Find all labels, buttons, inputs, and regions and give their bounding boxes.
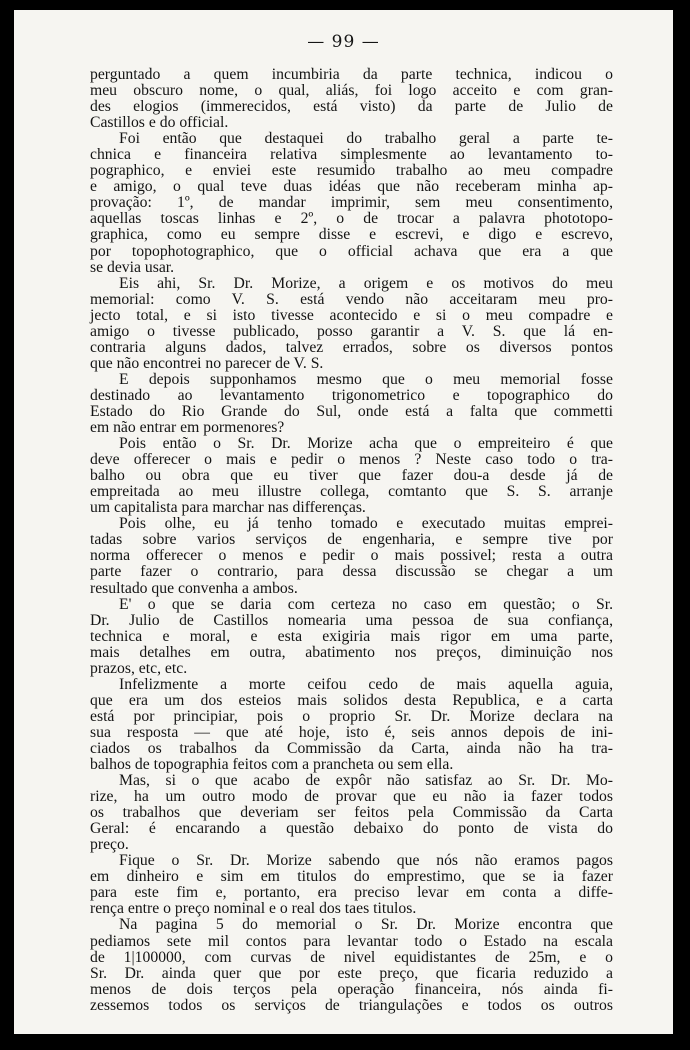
text-line: parte fazer o contrario, para dessa discussão se chegar a um [90, 563, 613, 581]
text-line: graphica, como eu sempre disse e escrevi, e digo e escrevo, [90, 226, 613, 244]
text-line: balhos de topographia feitos com a prancheta ou sem ella. [90, 756, 454, 774]
text-line: mais detalhes em outra, abatimento nos preços, diminuição nos [90, 643, 613, 661]
text-line: rize, ha um outro modo de provar que eu não ia fazer todos [90, 788, 613, 806]
text-line: E' o que se daria com certeza no caso em questão; o Sr. [119, 595, 613, 613]
text-line: menos de dois terços pela operação financeira, nós ainda fi- [90, 980, 613, 998]
book-page [14, 10, 673, 1034]
text-line: preço. [90, 836, 129, 854]
text-line: amigo o tivesse publicado, posso garantir a V. S. que lá en- [90, 322, 613, 340]
body-text [90, 67, 613, 1014]
text-line: Foi então que destaquei do trabalho geral a parte te- [119, 130, 613, 148]
text-line: aquellas toscas linhas e 2º, o de trocar a palavra phototopo- [90, 210, 613, 228]
text-line: ciados os trabalhos da Commissão da Carta, ainda não ha tra- [90, 739, 613, 757]
text-line: Sr. Dr. ainda quer que por este preço, que ficaria reduzido a [90, 964, 613, 982]
text-line: destinado ao levantamento trigonometrico e topographico do [90, 386, 613, 404]
text-line: Pois então o Sr. Dr. Morize acha que o empreiteiro é que [119, 435, 613, 453]
text-line: Pois olhe, eu já tenho tomado e executado muitas emprei- [119, 515, 613, 533]
text-line: Castillos e do official. [90, 114, 229, 132]
text-line: prazos, etc, etc. [90, 659, 188, 677]
text-line: em dinheiro e sim em titulos do emprestimo, que se ia fazer [90, 868, 613, 886]
text-line: provação: 1º, de mandar imprimir, sem meu consentimento, [90, 194, 613, 212]
text-line: balho ou obra que eu tiver que fazer dou-a desde já de [90, 467, 613, 485]
text-line: empreitada ao meu illustre collega, comtanto que S. S. arranje [90, 483, 613, 501]
text-line: deve offerecer o mais e pedir o menos ? Neste caso todo o tra- [90, 451, 613, 469]
text-line: que era um dos esteios mais solidos desta Republica, e a carta [90, 691, 613, 709]
text-line: Na pagina 5 do memorial o Sr. Dr. Morize encontra que [119, 916, 613, 934]
text-line: Infelizmente a morte ceifou cedo de mais aquella aguia, [119, 675, 613, 693]
text-line: os trabalhos que deveriam ser feitos pela Commissão da Carta [90, 804, 613, 822]
text-line: E depois supponhamos mesmo que o meu memorial fosse [119, 370, 613, 388]
text-line: para este fim e, portanto, era preciso levar em conta a diffe- [90, 884, 613, 902]
text-line: tadas sobre varios serviços de engenharia, e sempre tive por [90, 531, 613, 549]
text-line: contraria alguns dados, talvez errados, sobre os diversos pontos [90, 338, 613, 356]
text-line: zessemos todos os serviços de triangulações e todos os outros [90, 996, 613, 1014]
text-line: está por principiar, pois o proprio Sr. Dr. Morize declara na [90, 707, 613, 725]
text-line: meu obscuro nome, o qual, aliás, foi logo acceito e com gran- [90, 82, 613, 100]
text-line: em não entrar em pormenores? [90, 419, 285, 437]
text-line: por topophotographico, que o official achava que era a que [90, 242, 613, 260]
text-line: perguntado a quem incumbiria da parte technica, indicou o [90, 66, 613, 83]
text-line: des elogios (immerecidos, está visto) da parte de Julio de [90, 98, 613, 116]
text-line: Dr. Julio de Castillos nomearia uma pessoa de sua confiança, [90, 611, 613, 629]
text-line: memorial: como V. S. está vendo não acceitaram meu pro- [90, 290, 613, 308]
text-line: pographico, e enviei este resumido trabalho ao meu compadre [90, 162, 613, 180]
page-number: — 99 — [307, 32, 380, 52]
text-line: Eis ahi, Sr. Dr. Morize, a origem e os motivos do meu [119, 274, 613, 292]
text-line: technica e moral, e esta exigiria mais rigor em uma parte, [90, 627, 613, 645]
text-line: jecto total, e si isto tivesse acontecido e si o meu compadre e [90, 306, 613, 324]
text-line: um capitalista para marchar nas differenças. [90, 499, 366, 517]
text-line: Fique o Sr. Dr. Morize sabendo que nós não eramos pagos [119, 852, 613, 870]
text-line: se devia usar. [90, 258, 175, 276]
text-line: Estado do Rio Grande do Sul, onde está a falta que commetti [90, 402, 613, 420]
text-line: de 1|100000, com curvas de nivel equidistantes de 25m, e o [90, 948, 613, 966]
text-line: Mas, si o que acabo de expôr não satisfaz ao Sr. Dr. Mo- [119, 772, 613, 790]
text-line: rença entre o preço nominal e o real dos taes titulos. [90, 900, 417, 918]
text-line: pediamos sete mil contos para levantar todo o Estado na escala [90, 932, 613, 950]
text-line: chnica e financeira relativa simplesmente ao levantamento to- [90, 146, 613, 164]
text-line: Geral: é encarando a questão debaixo do ponto de vista do [90, 820, 613, 838]
text-line: e amigo, o qual teve duas idéas que não receberam minha ap- [90, 178, 613, 196]
text-line: que não encontrei no parecer de V. S. [90, 354, 324, 372]
text-line: norma offerecer o menos e pedir o mais possivel; resta a outra [90, 547, 613, 565]
text-line: sua resposta — que até hoje, isto é, seis annos depois de ini- [90, 723, 613, 741]
text-line: resultado que convenha a ambos. [90, 579, 298, 597]
